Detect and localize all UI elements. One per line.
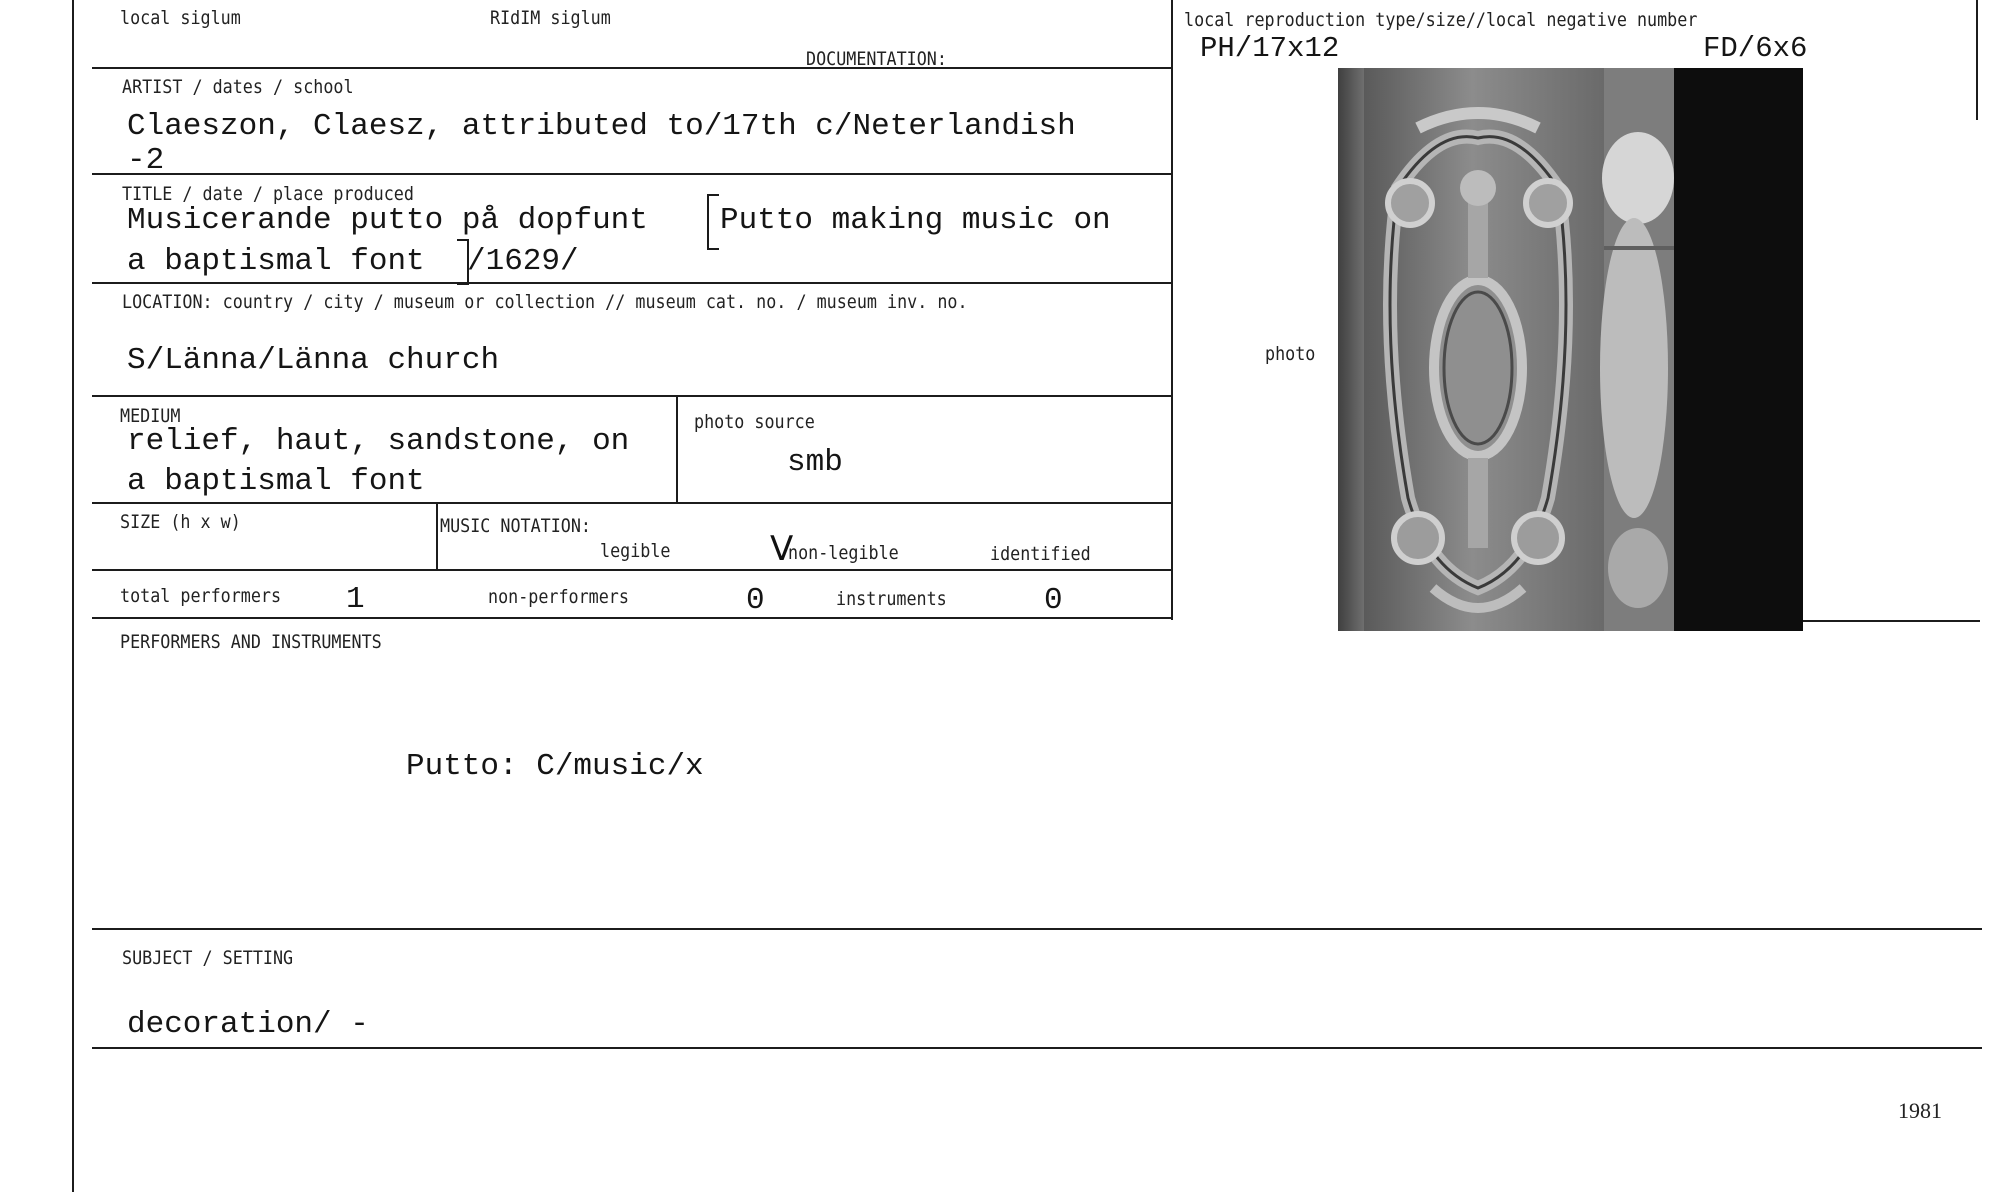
music-notation-label: MUSIC NOTATION: bbox=[440, 515, 592, 537]
notation-legible: legible bbox=[600, 540, 671, 562]
local-siglum-label: local siglum bbox=[120, 7, 241, 29]
photo-source-value: smb bbox=[787, 445, 843, 480]
performers-label: PERFORMERS AND INSTRUMENTS bbox=[120, 631, 382, 653]
reproduction-label: local reproduction type/size//local negative number bbox=[1184, 9, 1698, 31]
artist-value-line2: -2 bbox=[127, 143, 165, 178]
form-right-divider bbox=[1171, 0, 1173, 620]
size-label: SIZE (h x w) bbox=[120, 511, 241, 533]
right-edge-mark bbox=[1976, 0, 1978, 120]
title-translation-line2: a baptismal font bbox=[127, 244, 425, 279]
medium-photo-source-divider bbox=[676, 396, 678, 503]
instruments-value: 0 bbox=[1044, 583, 1063, 618]
instruments-label: instruments bbox=[836, 588, 947, 610]
location-label: LOCATION: country / city / museum or collection // museum cat. no. / museum inv. no. bbox=[122, 291, 968, 313]
translation-open-bracket bbox=[707, 194, 719, 250]
card-year: 1981 bbox=[1898, 1098, 1942, 1123]
medium-label: MEDIUM bbox=[120, 405, 181, 427]
rule-under-performers bbox=[92, 928, 1982, 930]
total-performers-label: total performers bbox=[120, 585, 282, 607]
rule-under-location bbox=[92, 395, 1172, 397]
rule-under-artist bbox=[92, 173, 1172, 175]
subject-label: SUBJECT / SETTING bbox=[122, 947, 294, 969]
photo-label: photo bbox=[1265, 343, 1316, 365]
title-original: Musicerande putto på dopfunt bbox=[127, 203, 648, 238]
card-left-border bbox=[72, 0, 74, 1192]
title-label: TITLE / date / place produced bbox=[122, 183, 414, 205]
title-translation-line1: Putto making music on bbox=[720, 203, 1111, 238]
rule-under-medium bbox=[92, 502, 1172, 504]
subject-value: decoration/ - bbox=[127, 1007, 369, 1042]
location-value: S/Länna/Länna church bbox=[127, 343, 500, 378]
medium-value-line1: relief, haut, sandstone, on bbox=[127, 424, 630, 459]
relief-photograph bbox=[1338, 68, 1803, 631]
performers-value: Putto: C/music/x bbox=[406, 749, 704, 784]
rule-under-title bbox=[92, 282, 1172, 284]
rule-under-size bbox=[92, 569, 1172, 571]
check-mark: V bbox=[770, 529, 794, 569]
title-date: /1629/ bbox=[467, 244, 579, 279]
medium-value-line2: a baptismal font bbox=[127, 464, 425, 499]
rule-under-counts bbox=[92, 617, 1172, 619]
rule-under-header bbox=[92, 67, 1172, 69]
photo-source-label: photo source bbox=[694, 411, 815, 433]
non-performers-label: non-performers bbox=[488, 586, 629, 608]
documentation-label: DOCUMENTATION: bbox=[806, 48, 947, 70]
total-performers-value: 1 bbox=[346, 582, 365, 617]
reproduction-value: PH/17x12 bbox=[1200, 32, 1340, 65]
notation-non-legible: non-legible bbox=[788, 542, 899, 564]
notation-identified: identified bbox=[990, 543, 1091, 565]
relief-photograph-svg bbox=[1338, 68, 1803, 631]
artist-label: ARTIST / dates / school bbox=[122, 76, 354, 98]
rule-under-subject bbox=[92, 1047, 1982, 1049]
ridim-siglum-label: RIdIM siglum bbox=[490, 7, 611, 29]
size-notation-divider bbox=[436, 503, 438, 570]
artist-value-line1: Claeszon, Claesz, attributed to/17th c/Neterlandish bbox=[127, 109, 1076, 144]
rule-right-of-photo bbox=[1800, 620, 1980, 622]
negative-number-value: FD/6x6 bbox=[1703, 32, 1808, 65]
non-performers-value: 0 bbox=[746, 583, 765, 618]
